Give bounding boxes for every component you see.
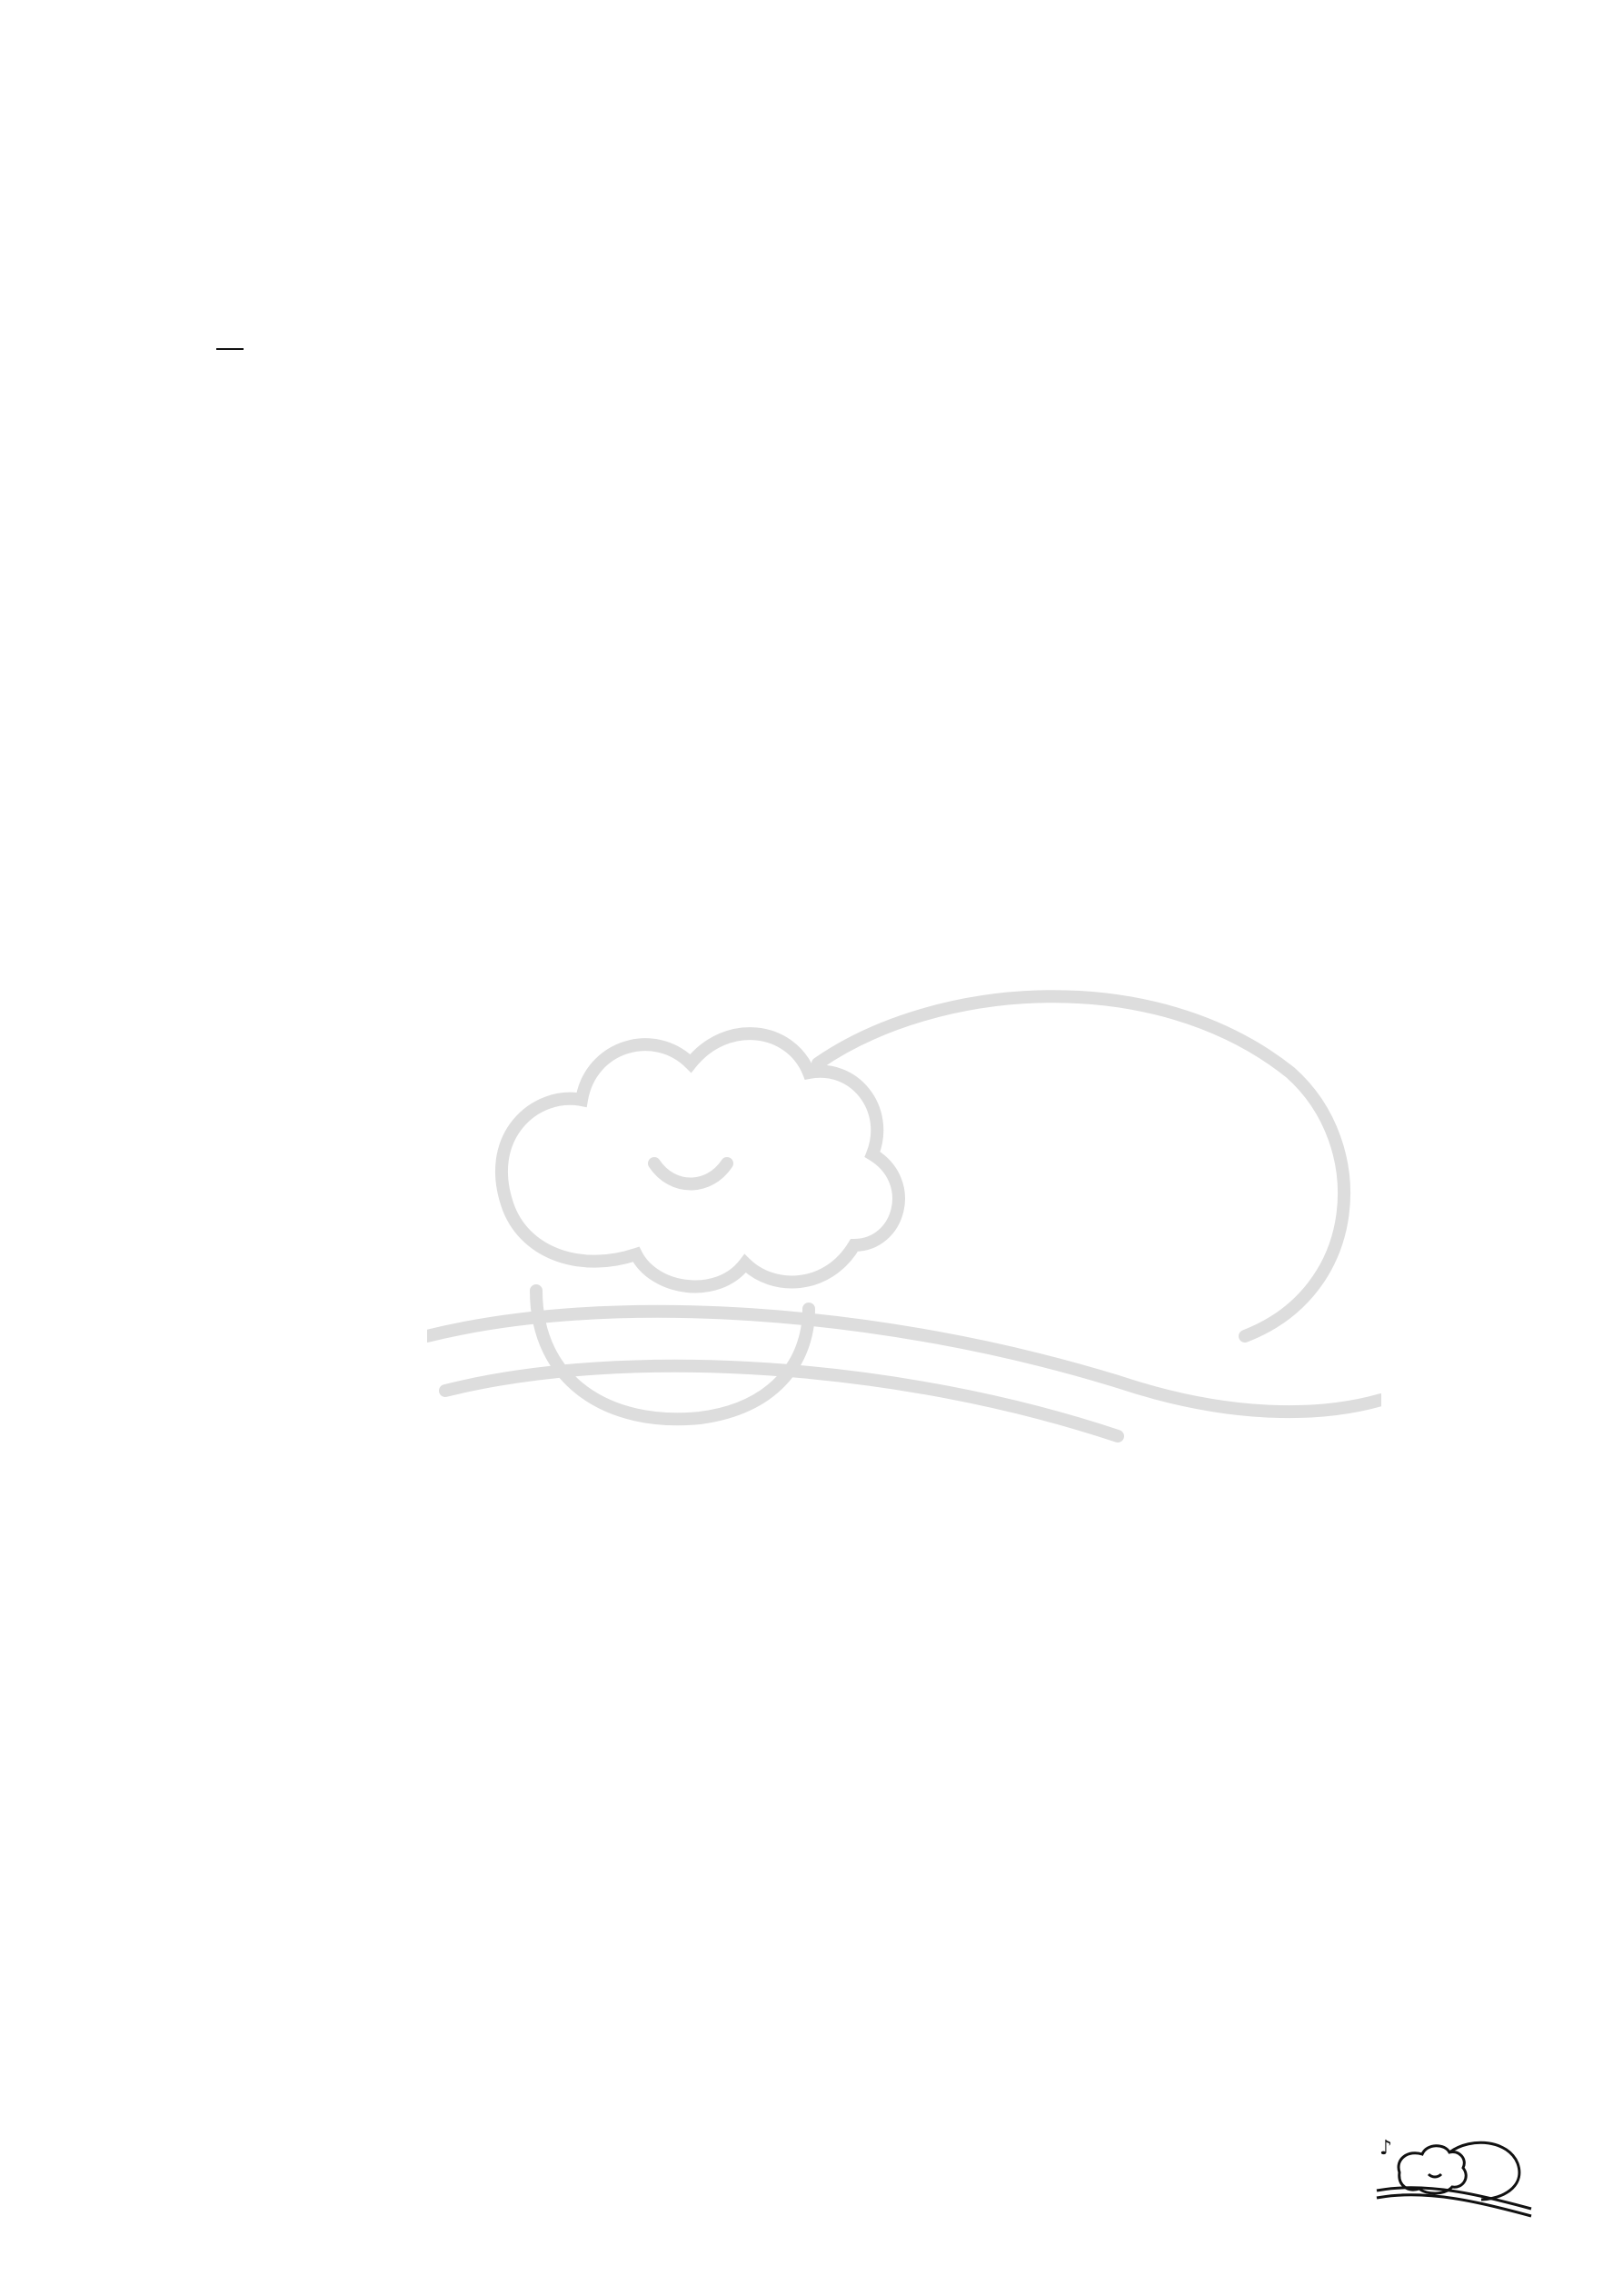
sheep-watermark-icon: [427, 909, 1381, 1472]
svg-text:♪: ♪: [1379, 2137, 1393, 2160]
sheep-logo-icon: [1372, 2127, 1536, 2218]
time-signature-fraction-line: [216, 348, 244, 350]
time-signature: [216, 347, 244, 351]
